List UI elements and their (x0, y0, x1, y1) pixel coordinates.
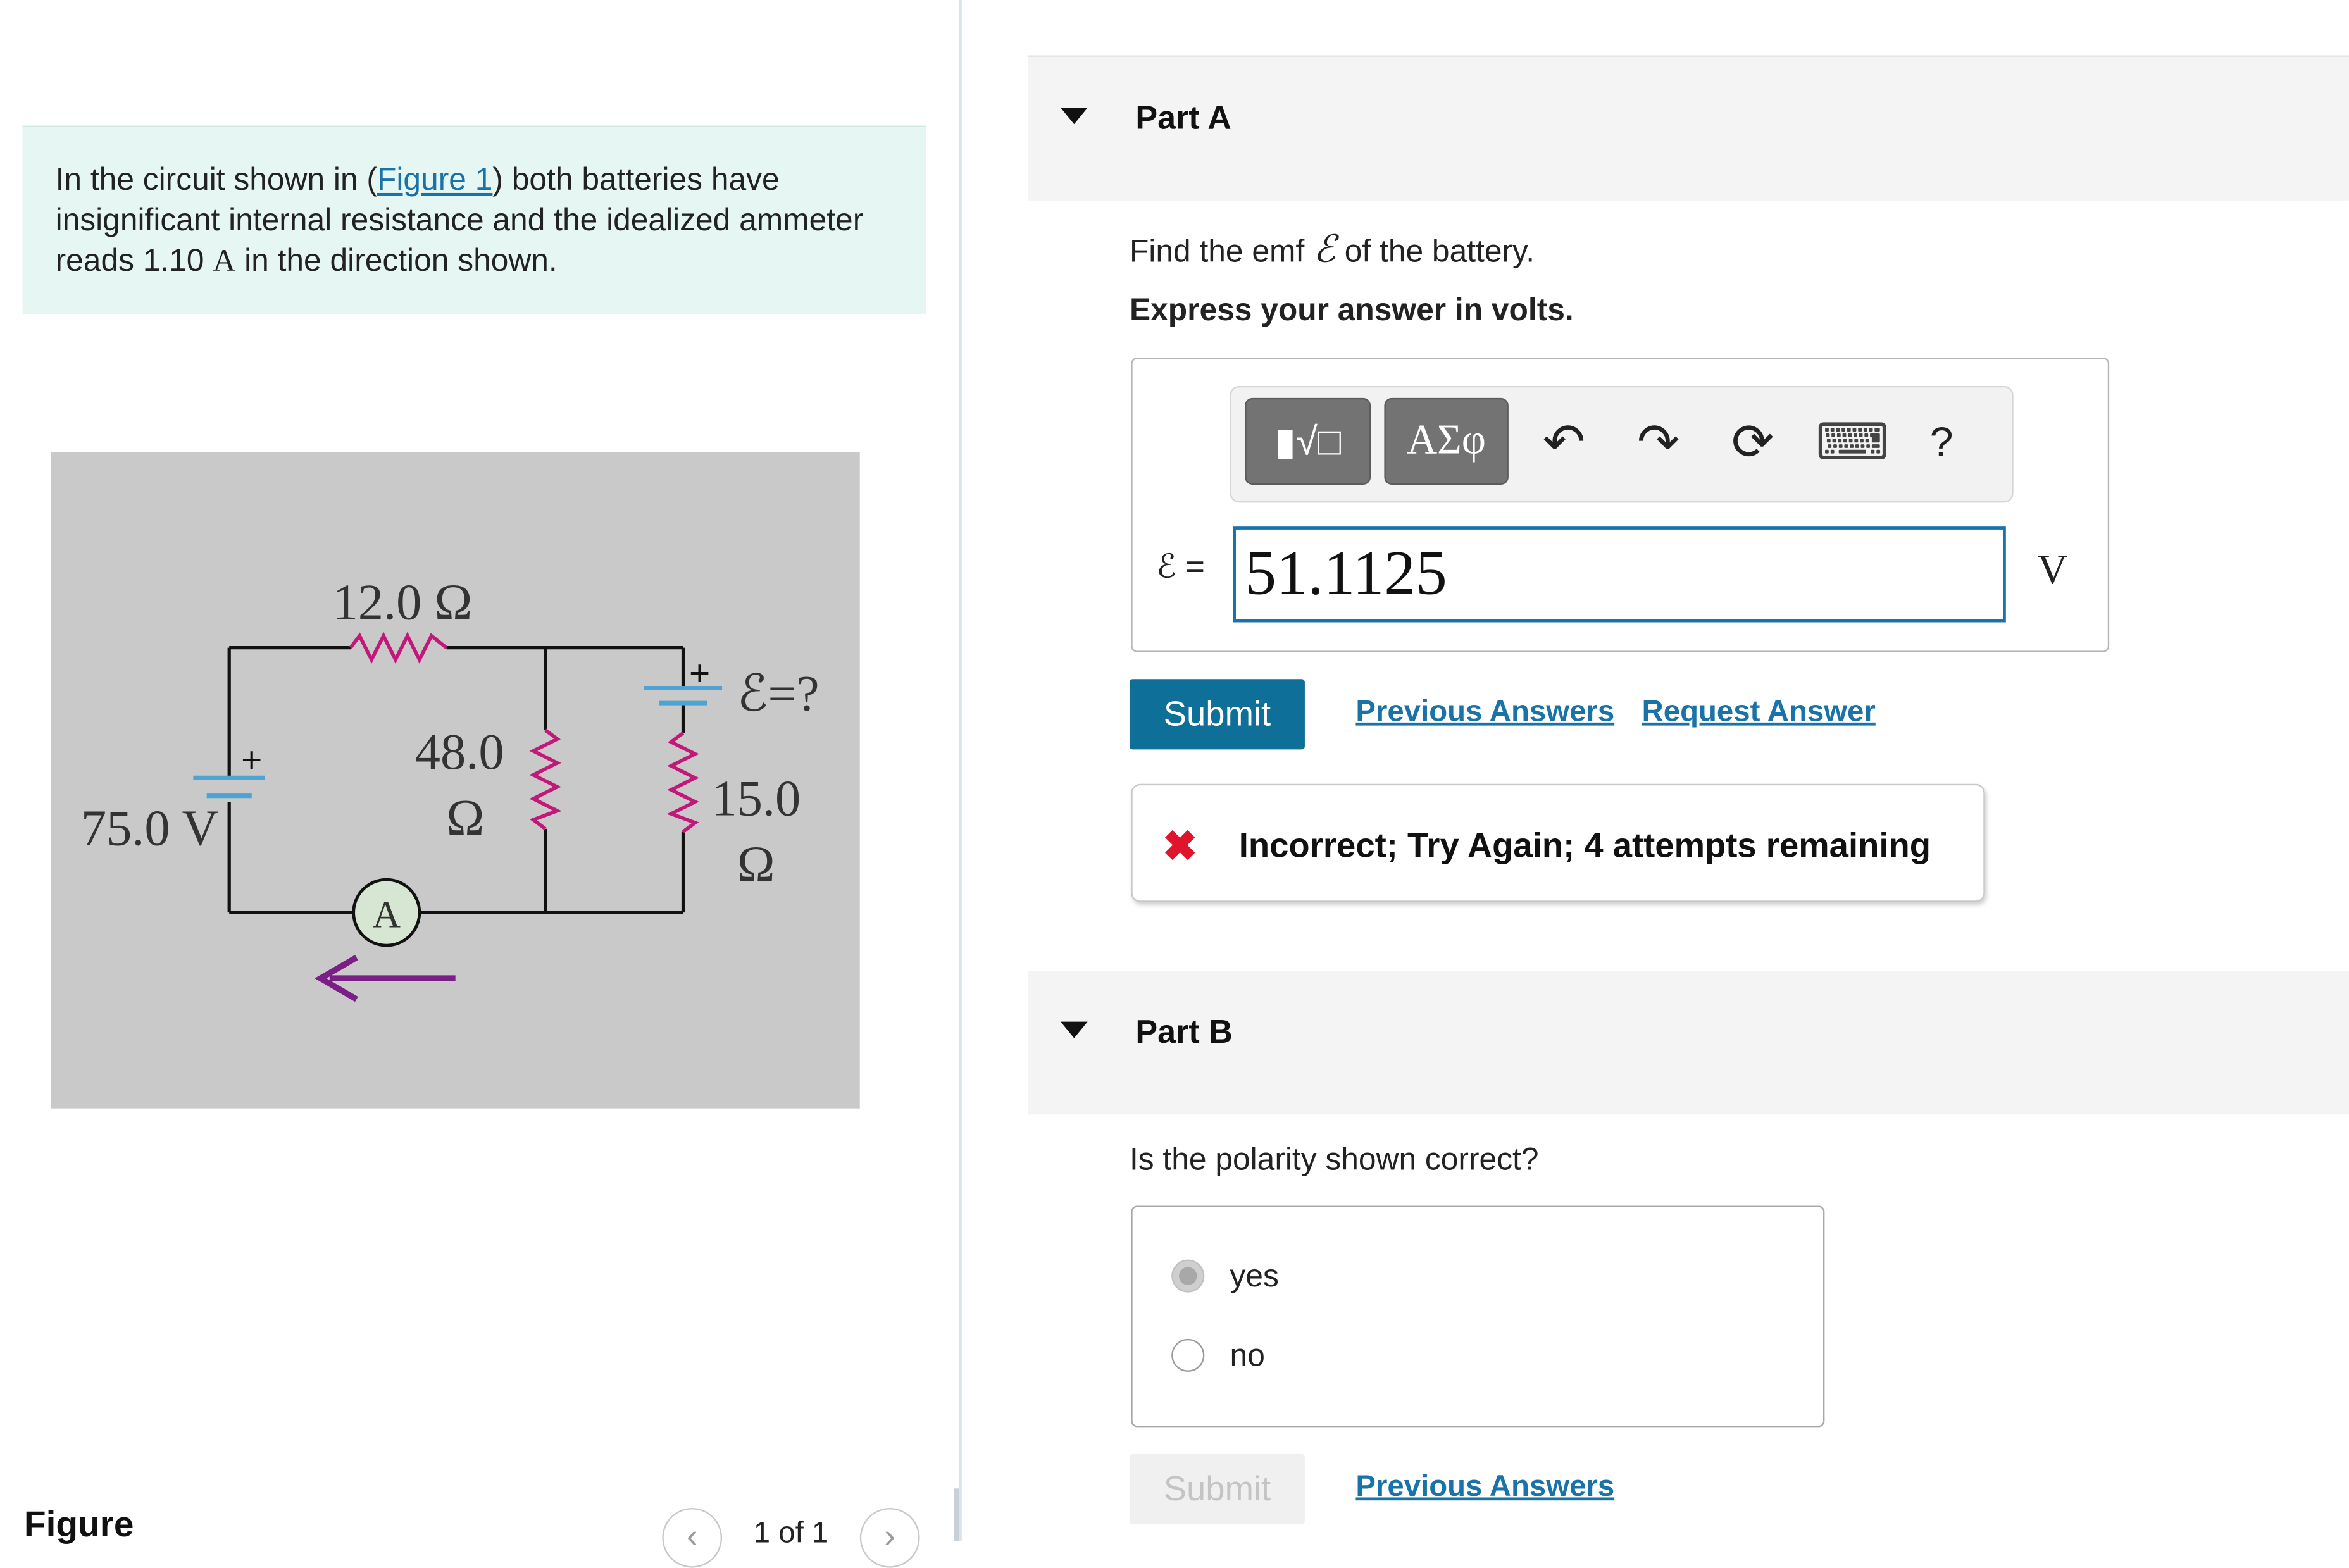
figure-prev-button[interactable] (662, 1508, 722, 1568)
part-a-question: Find the emf ℰ of the battery. (1129, 230, 1535, 271)
undo-icon[interactable]: ↶ (1542, 414, 1586, 471)
part-b-question: Is the polarity shown correct? (1129, 1143, 1539, 1178)
greek-symbols-button[interactable]: ΑΣφ (1384, 398, 1508, 485)
templates-button[interactable]: ▮√□ (1245, 398, 1371, 485)
part-a-instruction: Express your answer in volts. (1129, 293, 1574, 328)
options-box (1131, 1205, 1824, 1427)
current-unit: A (213, 242, 236, 278)
part-b-submit-button[interactable]: Submit (1130, 1454, 1305, 1524)
radio-yes[interactable] (1171, 1260, 1204, 1293)
figure-pager: 1 of 1 (753, 1517, 829, 1550)
redo-icon[interactable]: ↷ (1636, 414, 1680, 471)
panel-divider (959, 0, 962, 1541)
resistor-15-unit: Ω (737, 836, 775, 893)
answer-input[interactable]: 51.1125 (1233, 526, 2006, 622)
battery-emf-label: ℰ=? (737, 665, 819, 722)
battery-75v-label: 75.0 V (80, 800, 219, 857)
caret-down-icon (1061, 108, 1088, 124)
help-icon[interactable]: ? (1929, 418, 1953, 466)
incorrect-x-icon: ✖ (1162, 823, 1198, 869)
previous-answers-link[interactable]: Previous Answers (1355, 695, 1615, 729)
option-no-label[interactable]: no (1230, 1338, 1265, 1374)
panel-scrollbar[interactable] (954, 1488, 959, 1541)
figure-next-button[interactable] (860, 1508, 920, 1568)
chevron-right-icon: › (884, 1517, 895, 1555)
battery-emf-plus: + (688, 653, 711, 694)
part-b-header[interactable] (1028, 971, 2349, 1114)
feedback-message: Incorrect; Try Again; 4 attempts remaining (1238, 825, 1931, 865)
figure-heading: Figure (23, 1505, 134, 1546)
resistor-15-value: 15.0 (711, 770, 801, 827)
option-yes-label[interactable]: yes (1230, 1259, 1279, 1294)
resistor-48-unit: Ω (446, 790, 485, 847)
part-b-title: Part B (1135, 1012, 1233, 1050)
chevron-left-icon: ‹ (687, 1517, 698, 1555)
figure-link[interactable]: Figure 1 (377, 163, 493, 198)
submit-button[interactable]: Submit (1130, 679, 1305, 749)
keyboard-icon[interactable]: ⌨ (1816, 414, 1890, 471)
equation-label: ℰ = (1156, 547, 1205, 585)
part-a-title: Part A (1135, 99, 1231, 137)
part-a-header[interactable] (1028, 55, 2349, 200)
resistor-12-label: 12.0 Ω (332, 574, 473, 631)
problem-intro-text: In the circuit shown in (Figure 1) both batteries have insignificant internal resistance and the idealized ammeter reads 1.10 A in the direction shown. (55, 163, 864, 278)
ammeter-label: A (372, 893, 401, 936)
resistor-48-value: 48.0 (414, 724, 504, 781)
request-answer-link[interactable]: Request Answer (1642, 695, 1876, 729)
radio-no[interactable] (1171, 1339, 1204, 1372)
caret-down-icon (1061, 1022, 1088, 1038)
circuit-figure (51, 452, 859, 1109)
part-b-previous-answers-link[interactable]: Previous Answers (1355, 1470, 1615, 1503)
unit-label: V (2037, 547, 2068, 594)
reset-icon[interactable]: ⟳ (1731, 414, 1774, 471)
battery-75v-plus: + (241, 740, 263, 780)
